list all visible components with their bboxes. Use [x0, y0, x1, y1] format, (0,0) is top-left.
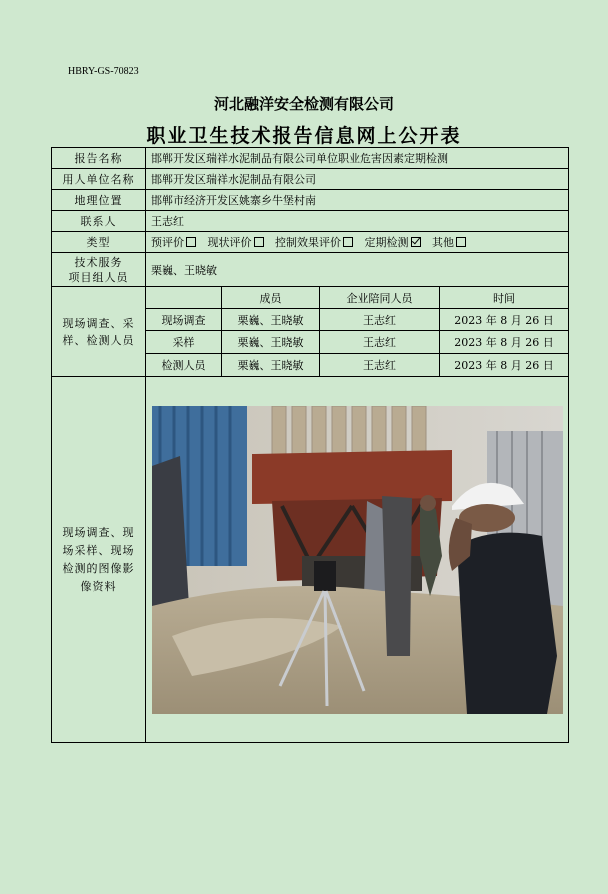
disclosure-table	[51, 147, 569, 743]
photo-label: 现场调查、现场采样、现场检测的图像影像资料	[52, 377, 146, 743]
employer-label: 用人单位名称	[52, 169, 146, 190]
team-label	[52, 253, 146, 287]
survey-date: 2023 年 8 月 26 日	[440, 354, 569, 377]
row-type	[52, 232, 569, 253]
company-name: 河北融洋安全检测有限公司	[213, 95, 394, 113]
survey-members: 栗巍、王晓敏	[222, 331, 320, 354]
row-employer	[52, 169, 569, 190]
employer-value: 邯郸开发区瑞祥水泥制品有限公司	[146, 169, 569, 190]
survey-members: 栗巍、王晓敏	[222, 309, 320, 331]
photo-cell	[146, 377, 569, 743]
checkbox-pre-evaluation[interactable]	[186, 237, 196, 247]
row-location	[52, 190, 569, 211]
survey-header-members: 成员	[222, 287, 320, 309]
checkbox-status-evaluation[interactable]	[254, 237, 264, 247]
checkbox-other[interactable]	[456, 237, 466, 247]
location-value: 邯郸市经济开发区姚寨乡牛堡村南	[146, 190, 569, 211]
contact-value: 王志红	[146, 211, 569, 232]
report-name-label: 报告名称	[52, 148, 146, 169]
checkbox-periodic-detection[interactable]	[411, 237, 421, 247]
survey-header-row	[52, 287, 569, 309]
team-label-line1: 技术服务	[74, 255, 123, 269]
type-option-label: 预评价	[151, 236, 184, 249]
type-options	[146, 232, 569, 253]
row-contact	[52, 211, 569, 232]
report-name-value: 邯郸开发区瑞祥水泥制品有限公司单位职业危害因素定期检测	[146, 148, 569, 169]
type-label: 类型	[52, 232, 146, 253]
survey-companion: 王志红	[320, 354, 440, 377]
type-option-label: 定期检测	[364, 236, 409, 249]
document-code: HBRY-GS-70823	[68, 66, 139, 77]
survey-header-companion: 企业陪同人员	[320, 287, 440, 309]
page-title: 职业卫生技术报告信息网上公开表	[146, 125, 462, 147]
team-value: 栗巍、王晓敏	[146, 253, 569, 287]
survey-header-date: 时间	[440, 287, 569, 309]
survey-members: 栗巍、王晓敏	[222, 354, 320, 377]
survey-companion: 王志红	[320, 331, 440, 354]
survey-role: 采样	[146, 331, 222, 354]
checkbox-control-evaluation[interactable]	[343, 237, 353, 247]
survey-role: 检测人员	[146, 354, 222, 377]
survey-companion: 王志红	[320, 309, 440, 331]
type-option-label: 其他	[432, 236, 454, 249]
type-option-label: 控制效果评价	[275, 236, 341, 249]
row-photo	[52, 377, 569, 743]
team-label-line2: 项目组人员	[68, 270, 129, 284]
type-option-label: 现状评价	[207, 236, 252, 249]
survey-date: 2023 年 8 月 26 日	[440, 331, 569, 354]
site-photo-image	[152, 406, 563, 714]
survey-role: 现场调查	[146, 309, 222, 331]
site-photo	[152, 406, 563, 714]
row-team	[52, 253, 569, 287]
survey-date: 2023 年 8 月 26 日	[440, 309, 569, 331]
location-label: 地理位置	[52, 190, 146, 211]
row-report-name	[52, 148, 569, 169]
survey-label: 现场调查、采样、检测人员	[52, 287, 146, 377]
contact-label: 联系人	[52, 211, 146, 232]
survey-header-blank	[146, 287, 222, 309]
